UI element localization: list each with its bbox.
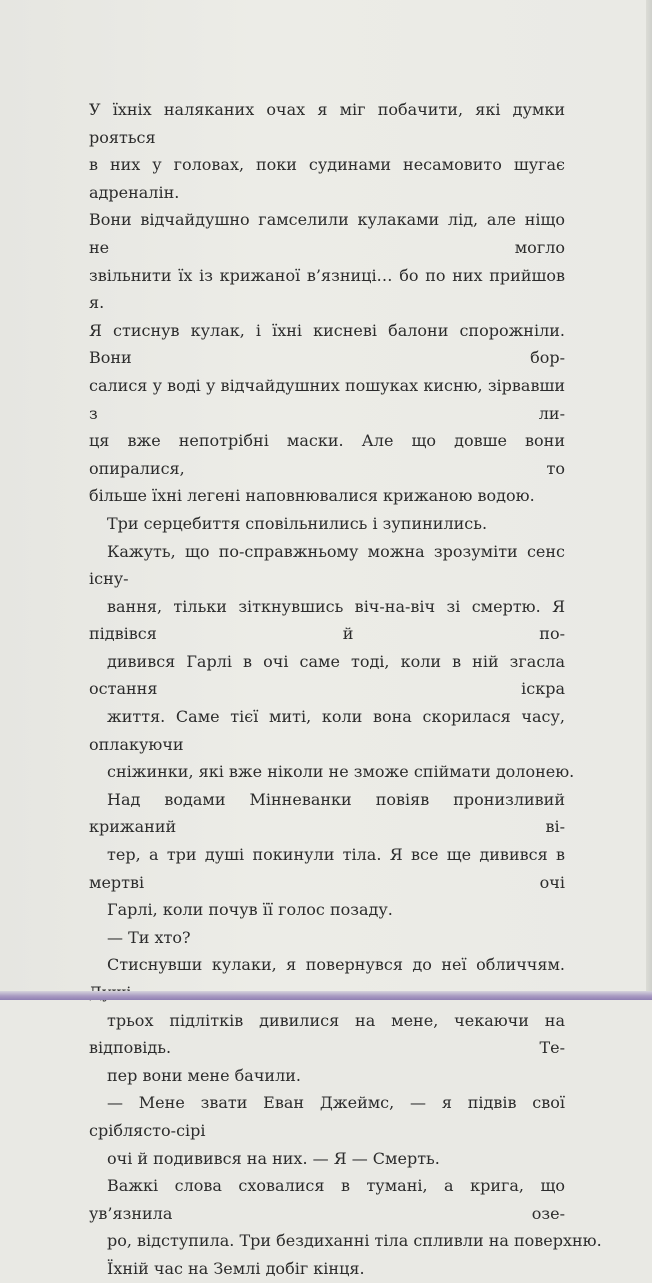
text-line: Три серцебиття сповільнились і зупинились. — [107, 513, 488, 533]
text-line: вання, тільки зіткнувшись віч-на-віч зі смертю. Я підвівся й по- — [89, 596, 565, 644]
text-line: У їхніх наляканих очах я міг побачити, які думки рояться — [89, 100, 565, 147]
text-line: життя. Саме тієї миті, коли вона скорилася часу, оплакуючи — [89, 707, 565, 754]
text-line: — Мене звати Еван Джеймс, — я підвів свої сріблясто-сірі — [89, 1093, 565, 1140]
text-line: сніжинки, які вже ніколи не зможе спіймати долонею. — [107, 762, 575, 782]
text-line: Важкі слова сховалися в тумані, а крига, що ув’язнила озе- — [89, 1176, 565, 1223]
text-line: звільнити їх із крижаної в’язниці… бо по них прийшов я. — [89, 265, 565, 313]
text-line: салися у воді у відчайдушних пошуках кисню, зірвавши з ли- — [89, 375, 565, 423]
text-line: Стиснувши кулаки, я повернувся до неї обличчям. — [107, 955, 565, 975]
paragraph — [89, 786, 565, 924]
text-line: очі й подивився на них. — Я — Смерть. — [107, 1148, 440, 1168]
paragraph — [89, 1172, 602, 1255]
text-line: тер, а три душі покинули тіла. Я все ще дивився в мертві очі — [89, 845, 565, 892]
text-line: Гарлі, коли почув її голос позаду. — [107, 900, 393, 920]
text-line: — Ти хто? — [107, 927, 191, 947]
text-line: Їхній час на Землі добіг кінця. — [107, 1258, 365, 1278]
paragraph — [89, 510, 565, 538]
text-line: в них у головах, поки судинами несамовито шугає адреналін. — [89, 155, 565, 202]
text-line: Я стиснув кулак, і їхні кисневі балони спорожніли. Вони бор- — [89, 320, 565, 368]
text-line: Кажуть, що по-справжньому можна зрозуміти сенс існу- — [89, 541, 565, 589]
text-line: більше їхні легені наповнювалися крижаною водою. — [89, 486, 535, 506]
text-line: ро, відступила. Три бездиханні тіла спливли на поверхню. — [107, 1231, 602, 1251]
text-line: Над водами Мінневанки повіяв пронизливий крижаний ві- — [89, 789, 565, 837]
text-line: ця вже непотрібні маски. Але що довше вони опиралися, то — [89, 431, 565, 478]
text-line: Вони відчайдушно гамселили кулаками лід, але ніщо не могло — [89, 210, 565, 257]
dialogue-line — [89, 1089, 565, 1172]
page-edge — [646, 0, 652, 1000]
text-line: пер вони мене бачили. — [107, 1065, 301, 1085]
page-text — [89, 96, 602, 1283]
paragraph — [89, 538, 575, 786]
paragraph — [89, 951, 565, 1089]
paragraph — [89, 1255, 565, 1283]
dialogue-line — [89, 924, 565, 952]
paragraph — [89, 96, 565, 510]
book-edge — [0, 991, 652, 1000]
text-line: трьох підлітків дивилися на мене, чекаючи на відповідь. Те- — [89, 1010, 565, 1058]
text-line: дивився Гарлі в очі саме тоді, коли в ній згасла остання іскра — [89, 651, 565, 699]
